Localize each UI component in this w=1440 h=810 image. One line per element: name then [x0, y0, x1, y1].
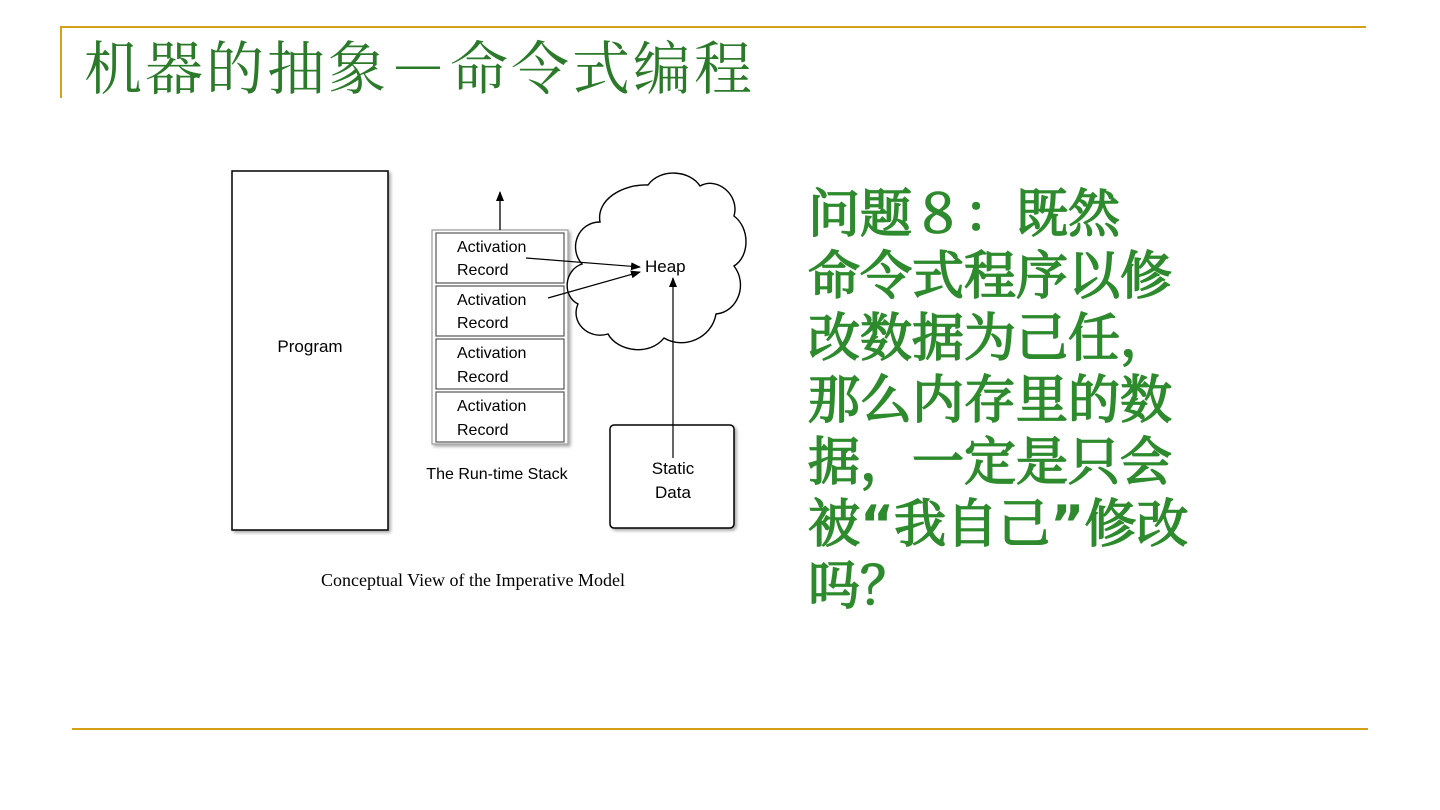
activation-record-line1: Activation: [457, 345, 527, 362]
runtime-stack: [426, 192, 568, 483]
activation-record-line1: Activation: [457, 239, 527, 256]
program-box: [232, 171, 388, 530]
static-label-line1: Static: [651, 459, 695, 478]
activation-record: [436, 233, 564, 283]
activation-record-line1: Activation: [457, 398, 527, 415]
activation-record-line2: Record: [457, 315, 509, 332]
heap-cloud: [567, 173, 746, 350]
program-label: Program: [277, 337, 343, 356]
static-data-box: [610, 425, 734, 528]
activation-record: [436, 339, 564, 389]
stack-label: The Run-time Stack: [426, 466, 568, 483]
activation-record: [436, 286, 564, 336]
activation-record: [436, 392, 564, 442]
bottom-divider: [72, 728, 1368, 730]
static-label-line2: Data: [655, 483, 691, 502]
activation-record-line2: Record: [457, 262, 509, 279]
question-text: 问题８：既然 命令式程序以修 改数据为己任， 那么内存里的数 据，一定是只会 被“我自己”修改 吗？: [808, 185, 1189, 617]
heap-label: Heap: [645, 257, 686, 276]
slide-title: 机器的抽象－命令式编程: [84, 35, 756, 103]
diagram-caption: Conceptual View of the Imperative Model: [321, 570, 625, 590]
activation-record-line2: Record: [457, 422, 509, 439]
activation-record-line1: Activation: [457, 292, 527, 309]
activation-record-line2: Record: [457, 369, 509, 386]
